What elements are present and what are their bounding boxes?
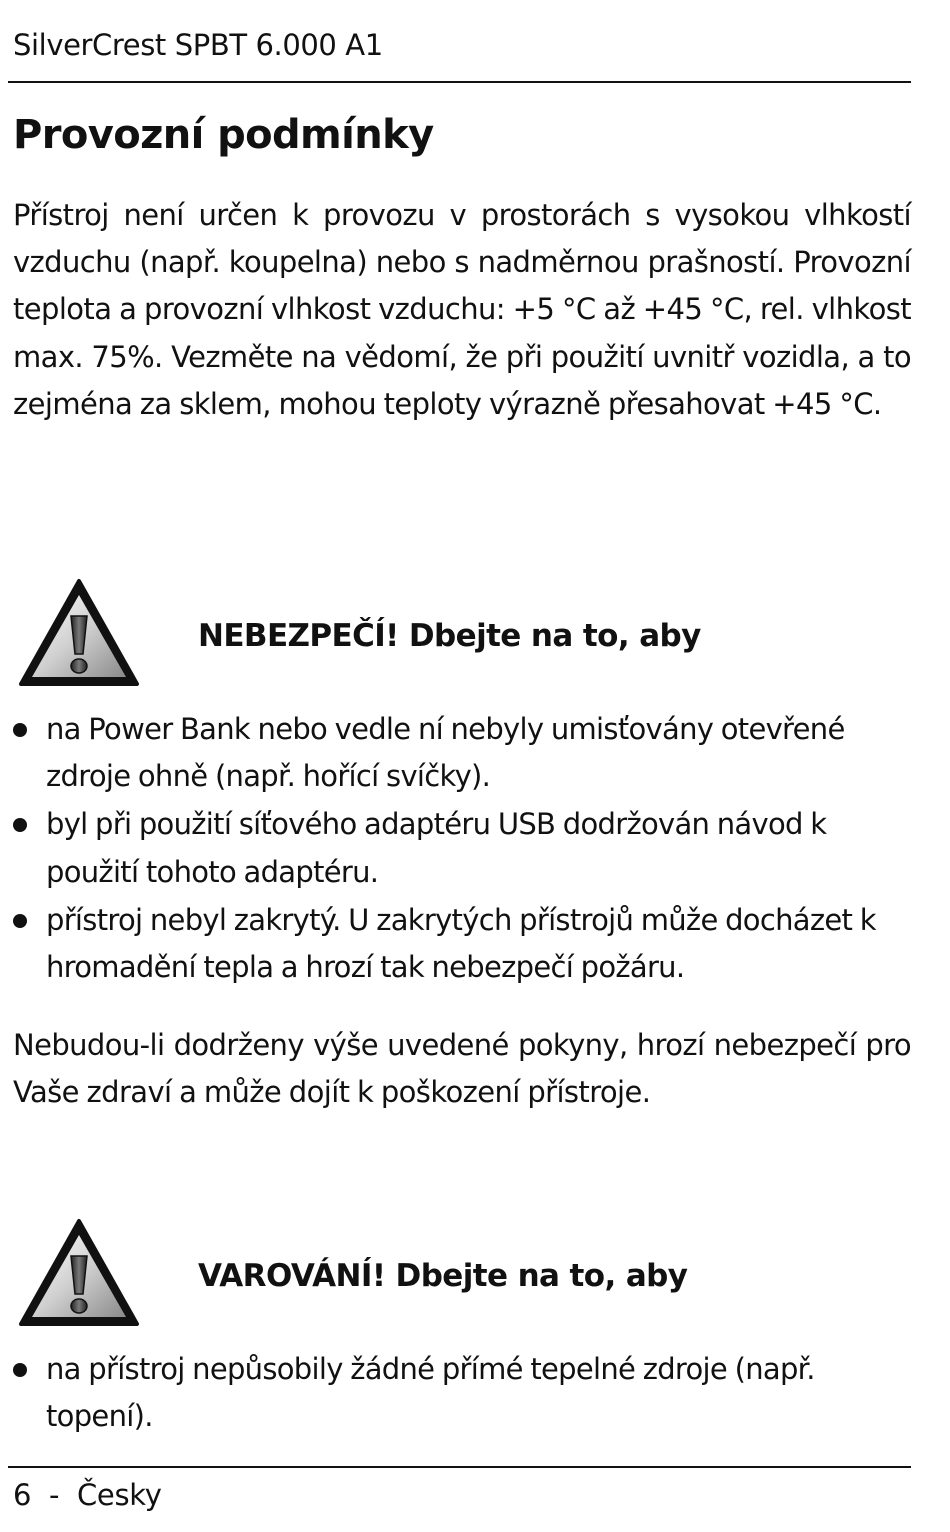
operating-conditions-paragraph: Přístroj není určen k provozu v prostorách s vysokou vlhkostí vzduchu (např. koupelna) nebo s nadměrnou prašností. Provozní teplota a provozní vlhkost vzduchu: +5 °C až +45 °C, rel. vlhkost max. 75%. Vezměte na vědomí, že při použití uvnitř vozidla, a to zejména za sklem, mohou teploty výrazně přesahovat +45 °C. xyxy=(13,198,911,421)
footer-divider xyxy=(8,1466,911,1468)
warning-triangle-icon xyxy=(18,578,140,688)
list-item xyxy=(13,706,911,800)
warning-list xyxy=(13,1346,911,1440)
list-item-text: byl při použití síťového adaptéru USB dodržován návod k použití tohoto adaptéru. xyxy=(46,807,827,889)
danger-heading xyxy=(13,578,911,690)
list-item-text: na Power Bank nebo vedle ní nebyly umisťovány otevřené zdroje ohně (např. hořící svíčky). xyxy=(46,712,845,794)
danger-title: NEBEZPEČÍ! Dbejte na to, aby xyxy=(198,618,701,654)
list-item-text: na přístroj nepůsobily žádné přímé tepelné zdroje (např. topení). xyxy=(46,1352,815,1434)
danger-list xyxy=(13,706,911,991)
list-item xyxy=(13,1346,911,1440)
list-item xyxy=(13,897,911,991)
bullet-icon xyxy=(13,1363,27,1377)
bullet-icon xyxy=(13,818,27,832)
section-title: Provozní podmínky xyxy=(13,112,434,158)
warning-heading xyxy=(13,1218,911,1330)
bullet-icon xyxy=(13,914,27,928)
list-item xyxy=(13,801,911,895)
list-item-text: přístroj nebyl zakrytý. U zakrytých přístrojů může docházet k hromadění tepla a hrozí tak nebezpečí požáru. xyxy=(46,902,876,985)
header-divider xyxy=(8,81,911,83)
warning-title: VAROVÁNÍ! Dbejte na to, aby xyxy=(198,1258,688,1294)
page-footer: 6 - Česky xyxy=(13,1478,162,1512)
bullet-icon xyxy=(13,723,27,737)
warning-triangle-icon xyxy=(18,1218,140,1328)
danger-note: Nebudou-li dodrženy výše uvedené pokyny, hrozí nebezpečí pro Vaše zdraví a může dojít k poškození přístroje. xyxy=(13,1028,911,1110)
page-header: SilverCrest SPBT 6.000 A1 xyxy=(13,28,383,62)
